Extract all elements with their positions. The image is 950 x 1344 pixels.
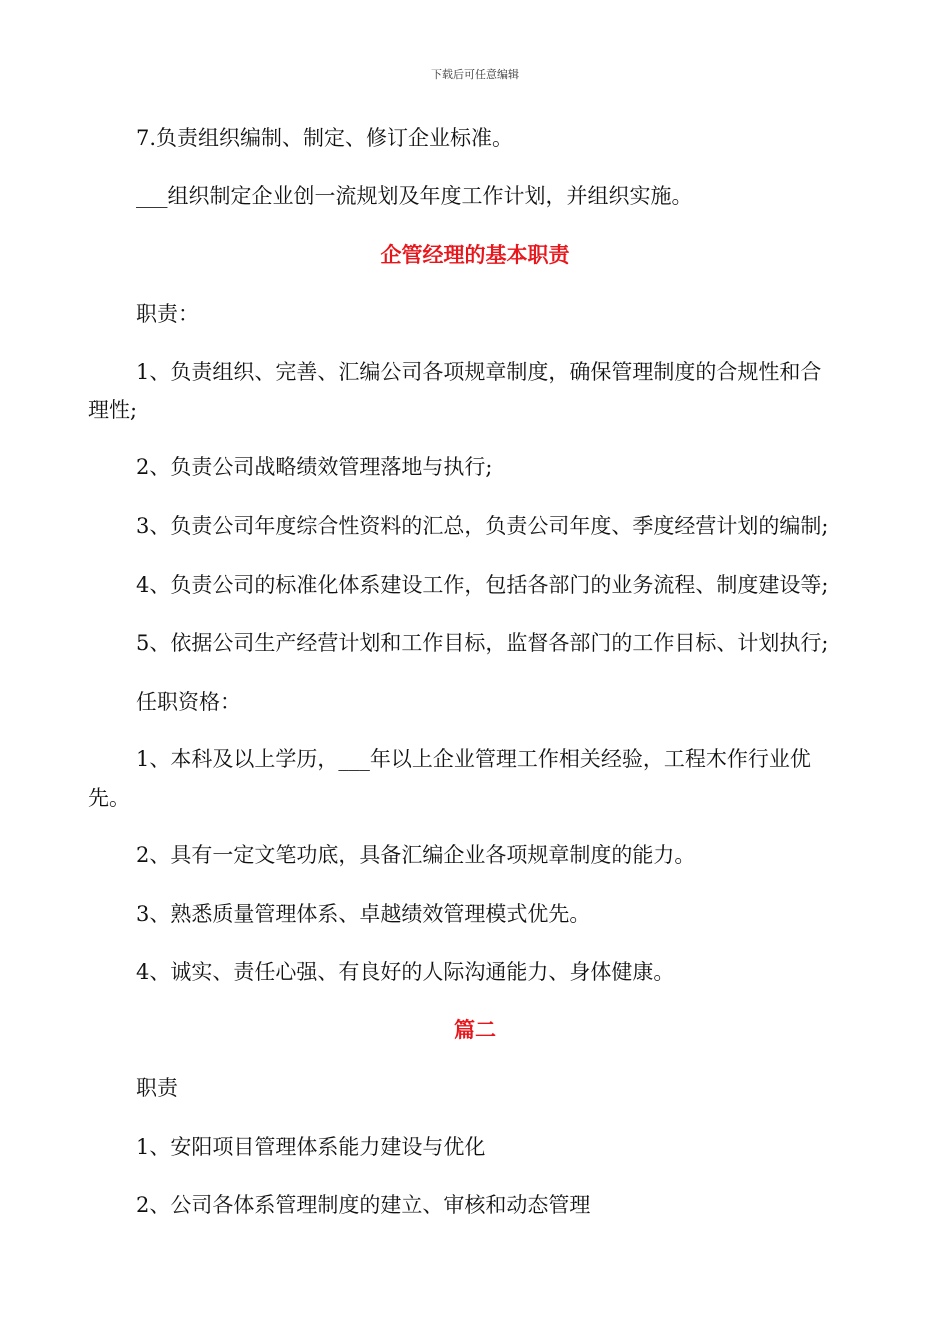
qualification-item-3: 3、熟悉质量管理体系、卓越绩效管理模式优先。 (136, 902, 591, 926)
duty-item-1-continued: 理性; (88, 398, 138, 422)
header-note: 下载后可任意编辑 (431, 68, 519, 81)
section-title-part-two: 篇二 (454, 1018, 496, 1042)
duty-item-2: 2、负责公司战略绩效管理落地与执行; (136, 455, 493, 479)
qualification-item-2: 2、具有一定文笔功底，具备汇编企业各项规章制度的能力。 (136, 843, 696, 867)
qualification-item-1: 1、本科及以上学历，___年以上企业管理工作相关经验，工程木作行业优 (136, 747, 811, 771)
qualification-item-1-continued: 先。 (88, 786, 130, 810)
duty-item-5: 5、依据公司生产经营计划和工作目标，监督各部门的工作目标、计划执行; (136, 631, 829, 655)
qualification-label: 任职资格： (136, 690, 241, 714)
part-two-duty-item-2: 2、公司各体系管理制度的建立、审核和动态管理 (136, 1193, 591, 1217)
duty-item-1: 1、负责组织、完善、汇编公司各项规章制度，确保管理制度的合规性和合 (136, 360, 822, 384)
part-two-duty-item-1: 1、安阳项目管理体系能力建设与优化 (136, 1135, 486, 1159)
duties-label: 职责： (136, 302, 199, 326)
qualification-item-4: 4、诚实、责任心强、有良好的人际沟通能力、身体健康。 (136, 960, 675, 984)
part-two-duties-label: 职责 (136, 1076, 178, 1100)
paragraph-item-8: ___组织制定企业创一流规划及年度工作计划，并组织实施。 (136, 184, 693, 208)
section-title-duties: 企管经理的基本职责 (380, 243, 570, 267)
duty-item-3: 3、负责公司年度综合性资料的汇总，负责公司年度、季度经营计划的编制; (136, 514, 829, 538)
paragraph-item-7: 7.负责组织编制、制定、修订企业标准。 (136, 126, 514, 150)
duty-item-4: 4、负责公司的标准化体系建设工作，包括各部门的业务流程、制度建设等; (136, 573, 829, 597)
